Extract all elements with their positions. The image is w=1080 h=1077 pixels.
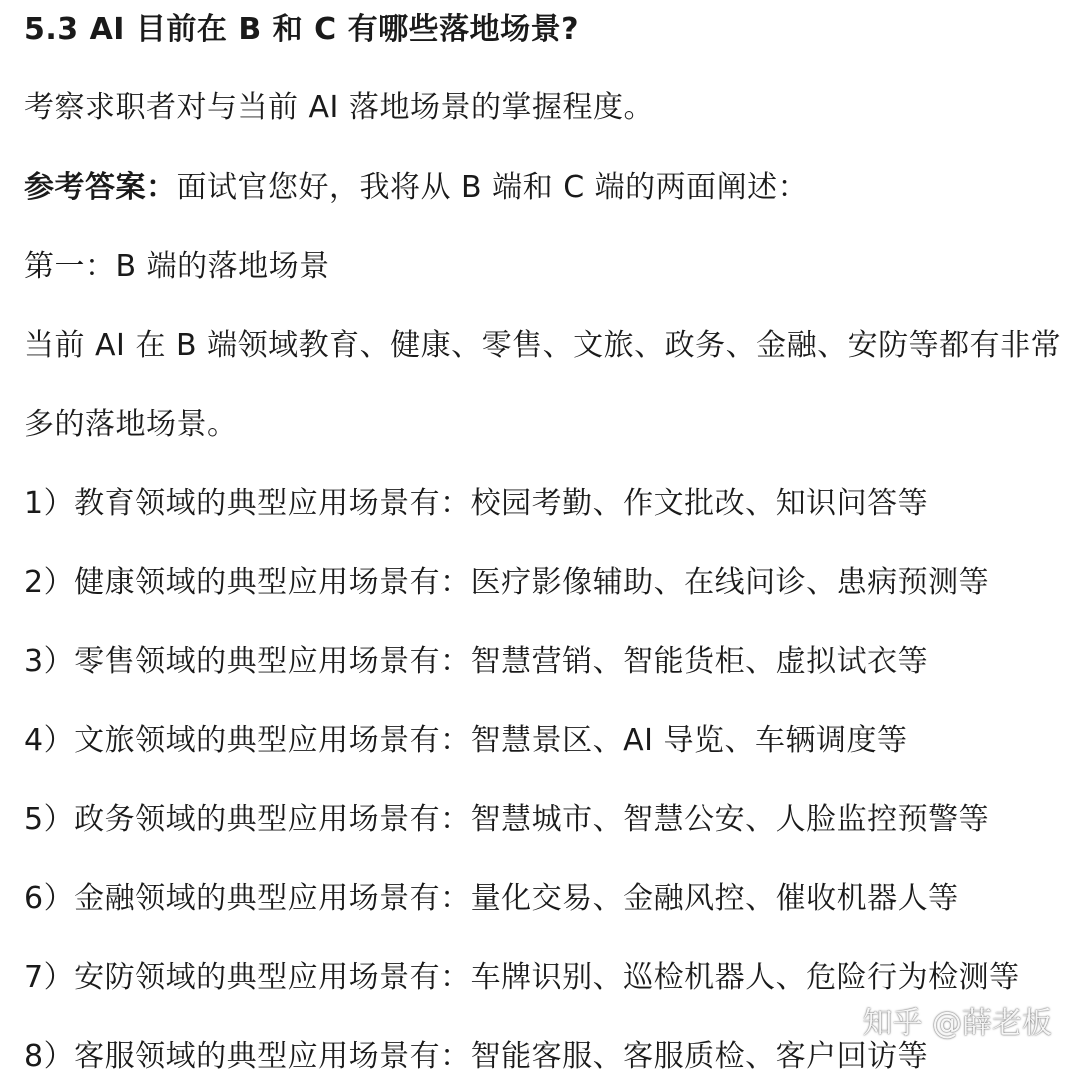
section-b-title: 第一：B 端的落地场景 bbox=[24, 249, 330, 284]
section-b-summary-line-1: 当前 AI 在 B 端领域教育、健康、零售、文旅、政务、金融、安防等都有非常 bbox=[24, 328, 1062, 363]
list-item: 8）客服领域的典型应用场景有：智能客服、客服质检、客户回访等 bbox=[24, 1039, 929, 1074]
watermark: 知乎 @薛老板 bbox=[862, 1006, 1052, 1041]
list-item: 7）安防领域的典型应用场景有：车牌识别、巡检机器人、危险行为检测等 bbox=[24, 960, 1020, 995]
list-item: 5）政务领域的典型应用场景有：智慧城市、智慧公安、人脸监控预警等 bbox=[24, 802, 990, 837]
list-item: 2）健康领域的典型应用场景有：医疗影像辅助、在线问诊、患病预测等 bbox=[24, 565, 990, 600]
intro-paragraph: 考察求职者对与当前 AI 落地场景的掌握程度。 bbox=[24, 90, 654, 125]
list-item: 4）文旅领域的典型应用场景有：智慧景区、AI 导览、车辆调度等 bbox=[24, 723, 908, 758]
section-heading: 5.3 AI 目前在 B 和 C 有哪些落地场景? bbox=[24, 12, 579, 47]
answer-label: 参考答案： bbox=[24, 170, 177, 205]
list-item: 6）金融领域的典型应用场景有：量化交易、金融风控、催收机器人等 bbox=[24, 881, 959, 916]
section-b-summary-line-2: 多的落地场景。 bbox=[24, 407, 238, 442]
answer-paragraph bbox=[24, 168, 1074, 208]
list-item: 3）零售领域的典型应用场景有：智慧营销、智能货柜、虚拟试衣等 bbox=[24, 644, 929, 679]
list-item: 1）教育领域的典型应用场景有：校园考勤、作文批改、知识问答等 bbox=[24, 486, 929, 521]
answer-text: 面试官您好，我将从 B 端和 C 端的两面阐述： bbox=[176, 170, 809, 205]
